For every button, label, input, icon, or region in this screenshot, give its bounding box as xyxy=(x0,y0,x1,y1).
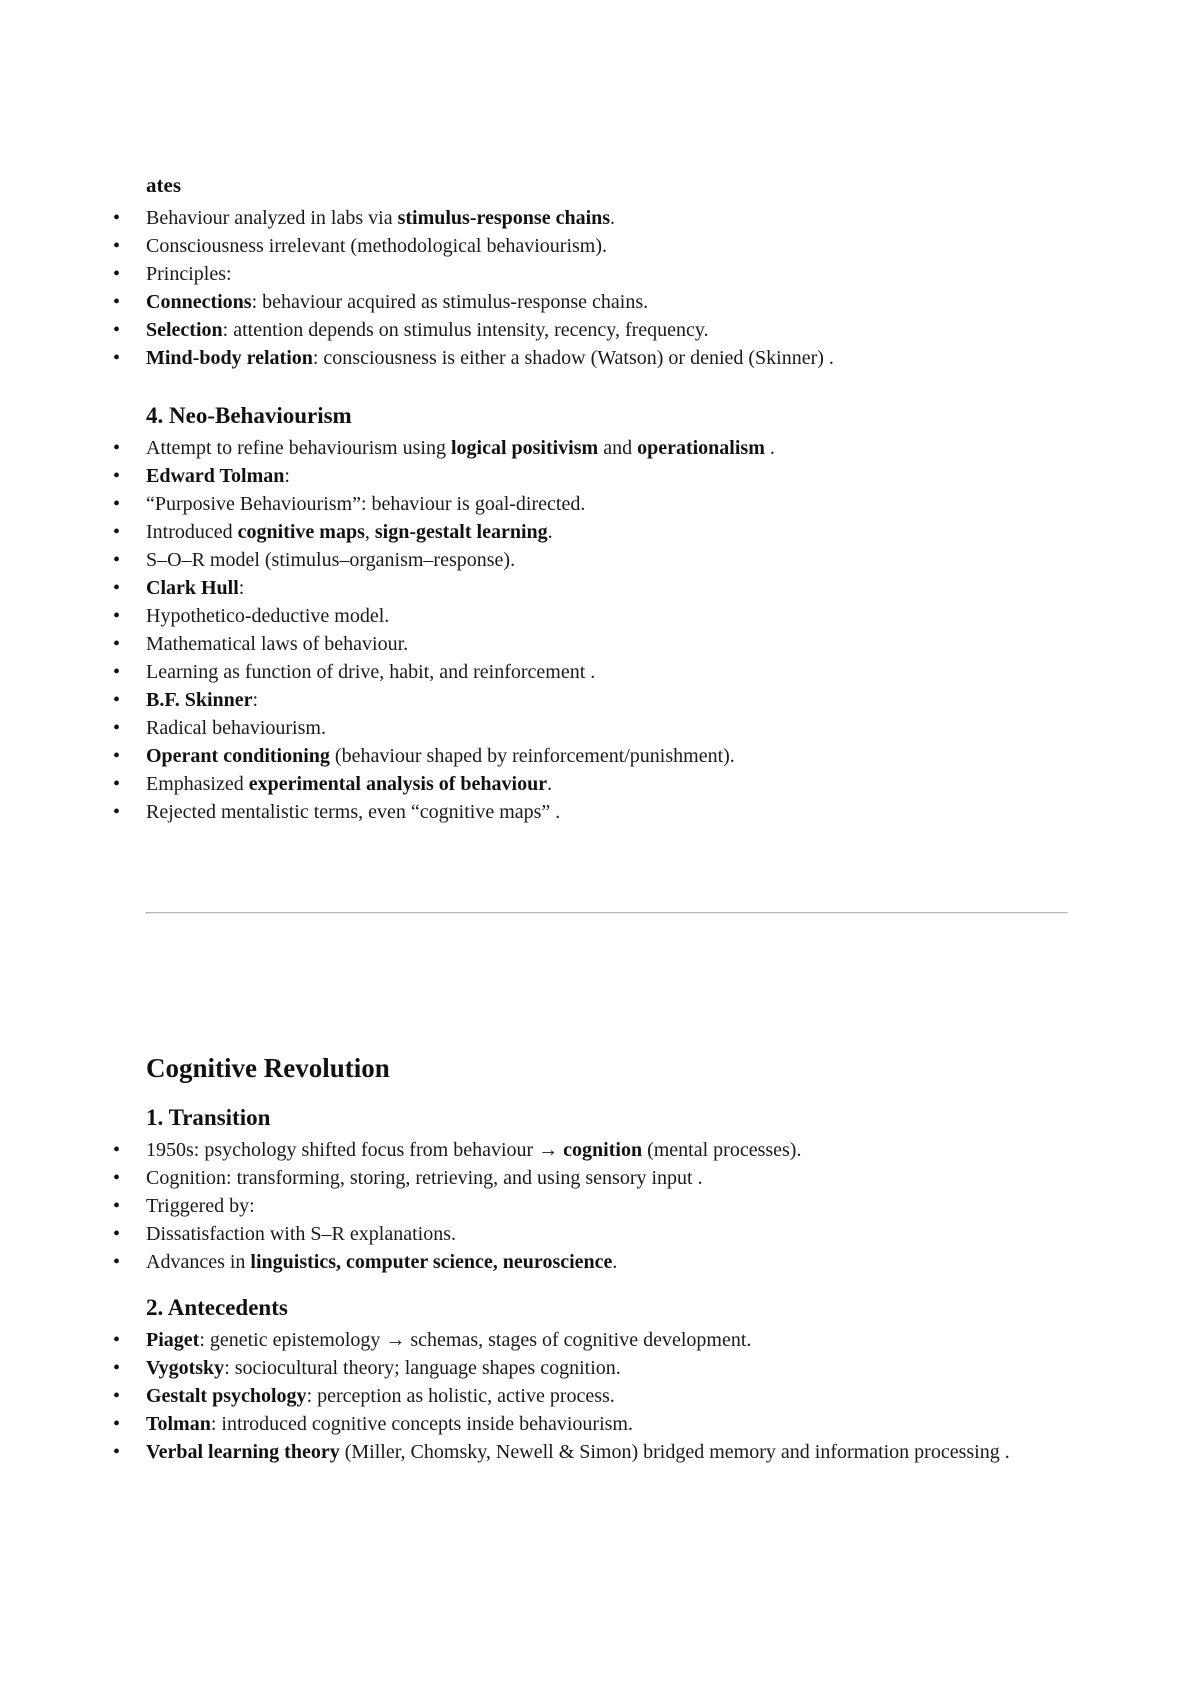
section-heading: 1. Transition xyxy=(146,1105,271,1130)
bold-term: Mind-body relation xyxy=(146,347,313,369)
list-item xyxy=(146,658,1066,686)
item-text: (behaviour shaped by reinforcement/punishment). xyxy=(329,745,735,767)
item-text: Radical behaviourism. xyxy=(146,717,326,739)
bold-term: Operant conditioning xyxy=(146,745,330,767)
list-item xyxy=(146,1164,1066,1192)
item-text: . xyxy=(547,521,553,543)
list-item xyxy=(146,518,1066,546)
bold-term: cognitive maps xyxy=(237,521,365,543)
item-text: : perception as holistic, active process. xyxy=(306,1385,615,1407)
list-item xyxy=(146,714,1066,742)
bold-term: Selection xyxy=(146,319,223,341)
bold-term: B.F. Skinner xyxy=(146,689,253,711)
list-item xyxy=(146,288,1066,316)
item-text: : xyxy=(252,689,259,711)
list-item xyxy=(146,770,1066,798)
list-item xyxy=(146,1410,1066,1438)
list-item xyxy=(146,1192,1066,1220)
item-text: “Purposive Behaviourism”: behaviour is goal-directed. xyxy=(146,493,586,515)
list-item xyxy=(146,490,1066,518)
item-text: Emphasized xyxy=(146,773,249,795)
item-text: : xyxy=(238,577,245,599)
item-text: : introduced cognitive concepts inside behaviourism. xyxy=(210,1413,633,1435)
item-text: (mental processes). xyxy=(642,1139,802,1161)
item-text: Attempt to refine behaviourism using xyxy=(146,437,451,459)
section-cognitive-revolution xyxy=(146,1052,1066,1466)
bold-term: Edward Tolman xyxy=(146,465,285,487)
list-item xyxy=(146,232,1066,260)
list-item xyxy=(146,602,1066,630)
list-item xyxy=(146,344,1066,372)
bold-term: logical positivism xyxy=(450,437,599,459)
list-item xyxy=(146,1220,1066,1248)
bold-term: Gestalt psychology xyxy=(146,1385,307,1407)
section-neo-behaviourism xyxy=(146,402,1066,826)
item-text: Learning as function of drive, habit, and reinforcement . xyxy=(146,661,596,683)
item-text: Advances in xyxy=(146,1251,251,1273)
bold-term: Tolman xyxy=(146,1413,211,1435)
item-text: . xyxy=(547,773,553,795)
item-text: , xyxy=(364,521,375,543)
list-item xyxy=(146,1326,1066,1354)
list-item xyxy=(146,1248,1066,1276)
section-top xyxy=(146,172,1066,372)
list-item xyxy=(146,742,1066,770)
section-heading: 2. Antecedents xyxy=(146,1295,288,1320)
item-text: Hypothetico-deductive model. xyxy=(146,605,390,627)
item-text: S–O–R model (stimulus–organism–response). xyxy=(146,549,516,571)
list-item xyxy=(146,798,1066,826)
item-text: : xyxy=(284,465,290,487)
item-text: Mathematical laws of behaviour. xyxy=(146,633,409,655)
bold-term: Vygotsky xyxy=(146,1357,225,1379)
bullet-list xyxy=(146,1136,1066,1276)
list-item xyxy=(146,1354,1066,1382)
item-text: Triggered by: xyxy=(146,1195,255,1217)
bold-term: stimulus-response chains xyxy=(397,207,611,229)
list-item xyxy=(146,1438,1066,1466)
item-text: (Miller, Chomsky, Newell & Simon) bridged memory and information processing . xyxy=(339,1441,1010,1463)
item-text: and xyxy=(598,437,638,459)
list-item xyxy=(146,1136,1066,1164)
list-item xyxy=(146,260,1066,288)
list-item xyxy=(146,462,1066,490)
bold-term: sign-gestalt learning xyxy=(374,521,548,543)
bold-term: experimental analysis of behaviour xyxy=(248,773,548,795)
bullet-list xyxy=(146,204,1066,372)
item-text: Cognition: transforming, storing, retrieving, and using sensory input . xyxy=(146,1167,703,1189)
list-item xyxy=(146,316,1066,344)
item-text: Consciousness irrelevant (methodological behaviourism). xyxy=(146,235,608,257)
section-heading: ates xyxy=(146,173,181,197)
list-item xyxy=(146,574,1066,602)
list-item xyxy=(146,630,1066,658)
bold-term: Connections xyxy=(146,291,252,313)
bold-term: Verbal learning theory xyxy=(146,1441,340,1463)
item-text: : consciousness is either a shadow (Watson) or denied (Skinner) . xyxy=(312,347,834,369)
item-text: . xyxy=(610,207,616,229)
list-item xyxy=(146,686,1066,714)
item-text: Principles: xyxy=(146,263,232,285)
item-text: : sociocultural theory; language shapes cognition. xyxy=(224,1357,621,1379)
item-text: 1950s: psychology shifted focus from behaviour → xyxy=(146,1139,564,1161)
item-text: Dissatisfaction with S–R explanations. xyxy=(146,1223,456,1245)
horizontal-rule xyxy=(146,912,1068,914)
page-title: Cognitive Revolution xyxy=(146,1053,390,1083)
item-text: . xyxy=(764,437,775,459)
list-item xyxy=(146,434,1066,462)
bullet-list xyxy=(146,1326,1066,1466)
list-item xyxy=(146,1382,1066,1410)
item-text: : behaviour acquired as stimulus-response chains. xyxy=(251,291,649,313)
item-text: . xyxy=(612,1251,618,1273)
bold-term: linguistics, computer science, neuroscience xyxy=(250,1251,613,1273)
section-heading: 4. Neo-Behaviourism xyxy=(146,403,352,428)
bold-term: operationalism xyxy=(637,437,765,459)
item-text: Rejected mentalistic terms, even “cognitive maps” . xyxy=(146,801,561,823)
item-text: : attention depends on stimulus intensity, recency, frequency. xyxy=(222,319,709,341)
bold-term: Clark Hull xyxy=(146,577,239,599)
item-text: : genetic epistemology → schemas, stages of cognitive development. xyxy=(199,1329,752,1351)
item-text: Introduced xyxy=(146,521,238,543)
bold-term: Piaget xyxy=(146,1329,200,1351)
bullet-list xyxy=(146,434,1066,826)
list-item xyxy=(146,546,1066,574)
bold-term: cognition xyxy=(563,1139,643,1161)
list-item xyxy=(146,204,1066,232)
item-text: Behaviour analyzed in labs via xyxy=(146,207,398,229)
